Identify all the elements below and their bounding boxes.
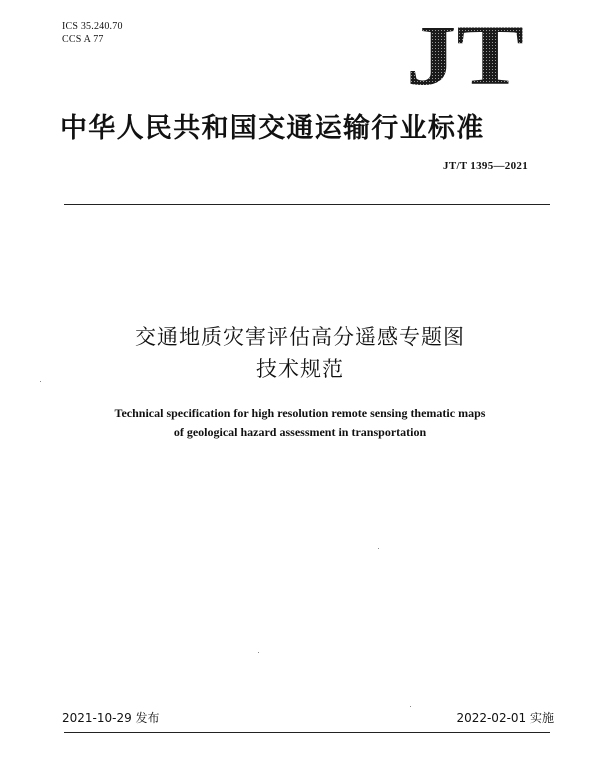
jt-logo-text: JT xyxy=(406,20,524,88)
classification-codes xyxy=(62,20,123,46)
issue-date: 2021-10-29 发布 xyxy=(62,711,160,725)
english-title-line1: Technical specification for high resolution remote sensing thematic maps xyxy=(114,406,486,420)
ics-code: ICS 35.240.70 xyxy=(62,21,123,32)
chinese-title-line1: 交通地质灾害评估高分遥感专题图 xyxy=(135,325,465,349)
standard-number: JT/T 1395—2021 xyxy=(443,160,528,172)
jt-logo xyxy=(404,20,526,88)
header-divider xyxy=(64,204,550,205)
scan-speck xyxy=(40,381,41,382)
scan-speck xyxy=(378,548,379,549)
implementation-date: 2022-02-01 实施 xyxy=(456,711,554,725)
scan-speck xyxy=(410,706,411,707)
scan-speck xyxy=(258,652,259,653)
chinese-title-line2: 技术规范 xyxy=(256,357,344,381)
ccs-code: CCS A 77 xyxy=(62,34,104,45)
industry-standard-title: 中华人民共和国交通运输行业标准 xyxy=(60,113,485,144)
english-title-line2: of geological hazard assessment in transportation xyxy=(173,425,427,439)
footer-divider xyxy=(64,732,550,733)
